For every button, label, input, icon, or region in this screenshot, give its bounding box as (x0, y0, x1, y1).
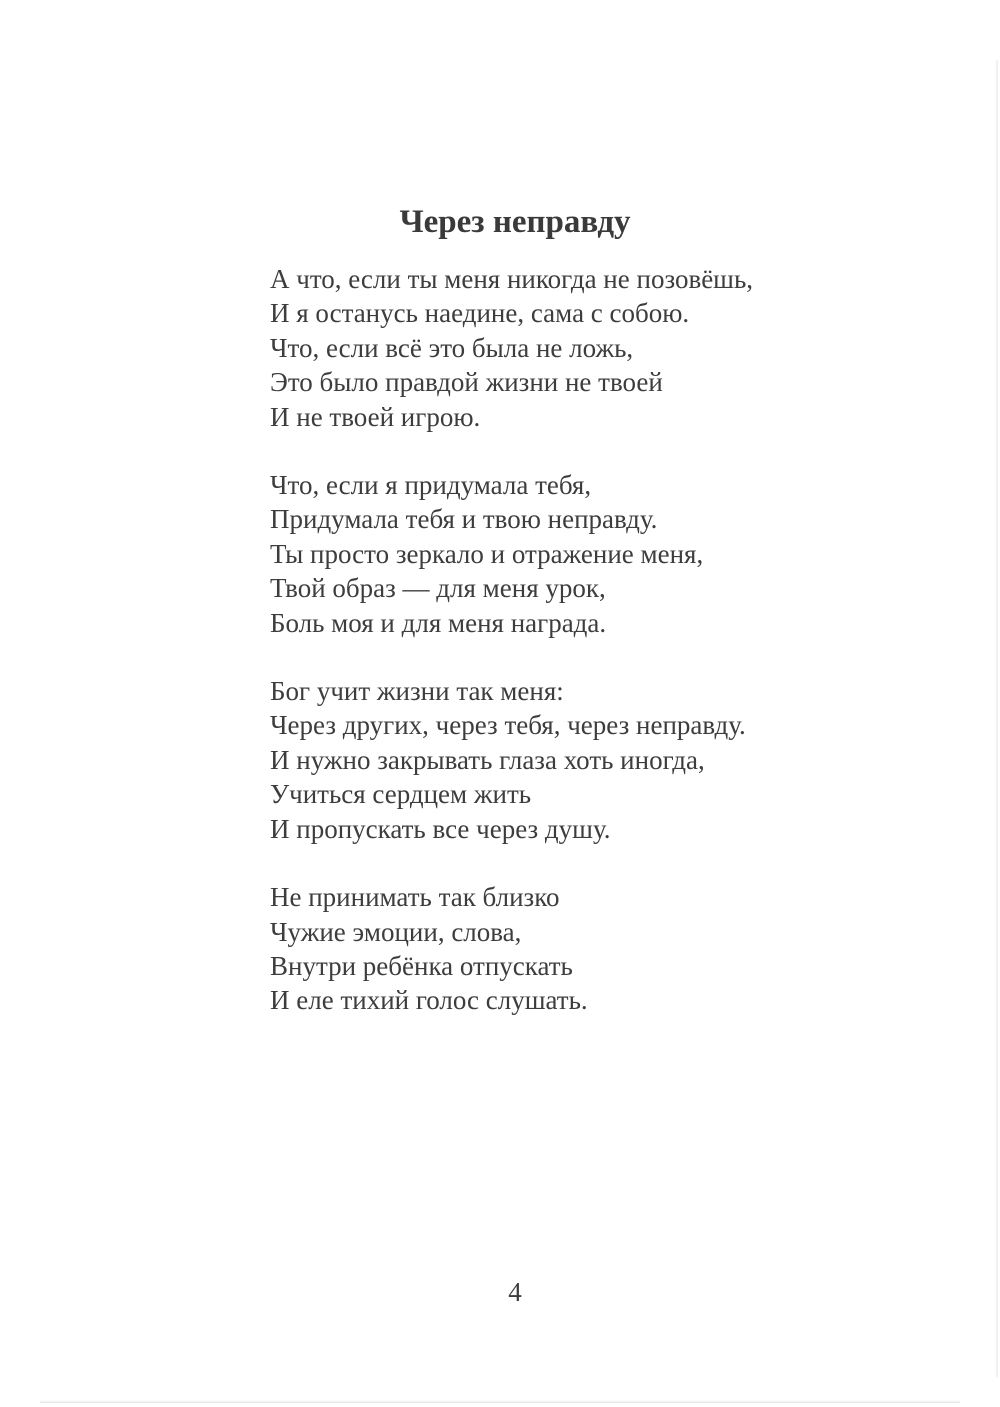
poem-line: Бог учит жизни так меня: (270, 676, 564, 707)
page-edge-shadow-right (995, 60, 998, 1377)
poem-line: И еле тихий голос слушать. (270, 985, 588, 1016)
poem-body (270, 262, 930, 1052)
poem-line: Это было правдой жизни не твоей (270, 367, 663, 398)
poem-line: И нужно закрывать глаза хоть иногда, (270, 744, 705, 775)
stanza-1 (270, 262, 930, 434)
stanza-2 (270, 468, 930, 640)
page-number: 4 (508, 1277, 522, 1307)
stanza-3 (270, 674, 930, 846)
poem-line: А что, если ты меня никогда не позовёшь, (270, 264, 754, 294)
poem-line: И не твоей игрою. (270, 401, 481, 432)
poem-line: Боль моя и для меня награда. (270, 607, 607, 638)
poem-line: И пропускать все через душу. (270, 813, 611, 844)
poem-line: Твой образ — для меня урок, (270, 573, 606, 604)
poem-line: Ты просто зеркало и отражение меня, (270, 538, 704, 569)
poem-line: Учиться сердцем жить (270, 779, 532, 810)
stanza-4 (270, 880, 930, 1018)
poem-line: Не принимать так близко (270, 882, 560, 913)
poem-line: Что, если всё это была не ложь, (270, 332, 634, 363)
poem-line: И я останусь наедине, сама с собою. (270, 298, 690, 329)
poem-line: Что, если я придумала тебя, (270, 470, 592, 501)
poem-line: Придумала тебя и твою неправду. (270, 504, 658, 535)
poem-line: Через других, через тебя, через неправду. (270, 710, 746, 741)
page-edge-shadow-bottom (40, 1400, 960, 1403)
poem-title: Через неправду (399, 204, 631, 240)
poem-line: Внутри ребёнка отпускать (270, 950, 573, 981)
poem-line: Чужие эмоции, слова, (270, 916, 522, 947)
